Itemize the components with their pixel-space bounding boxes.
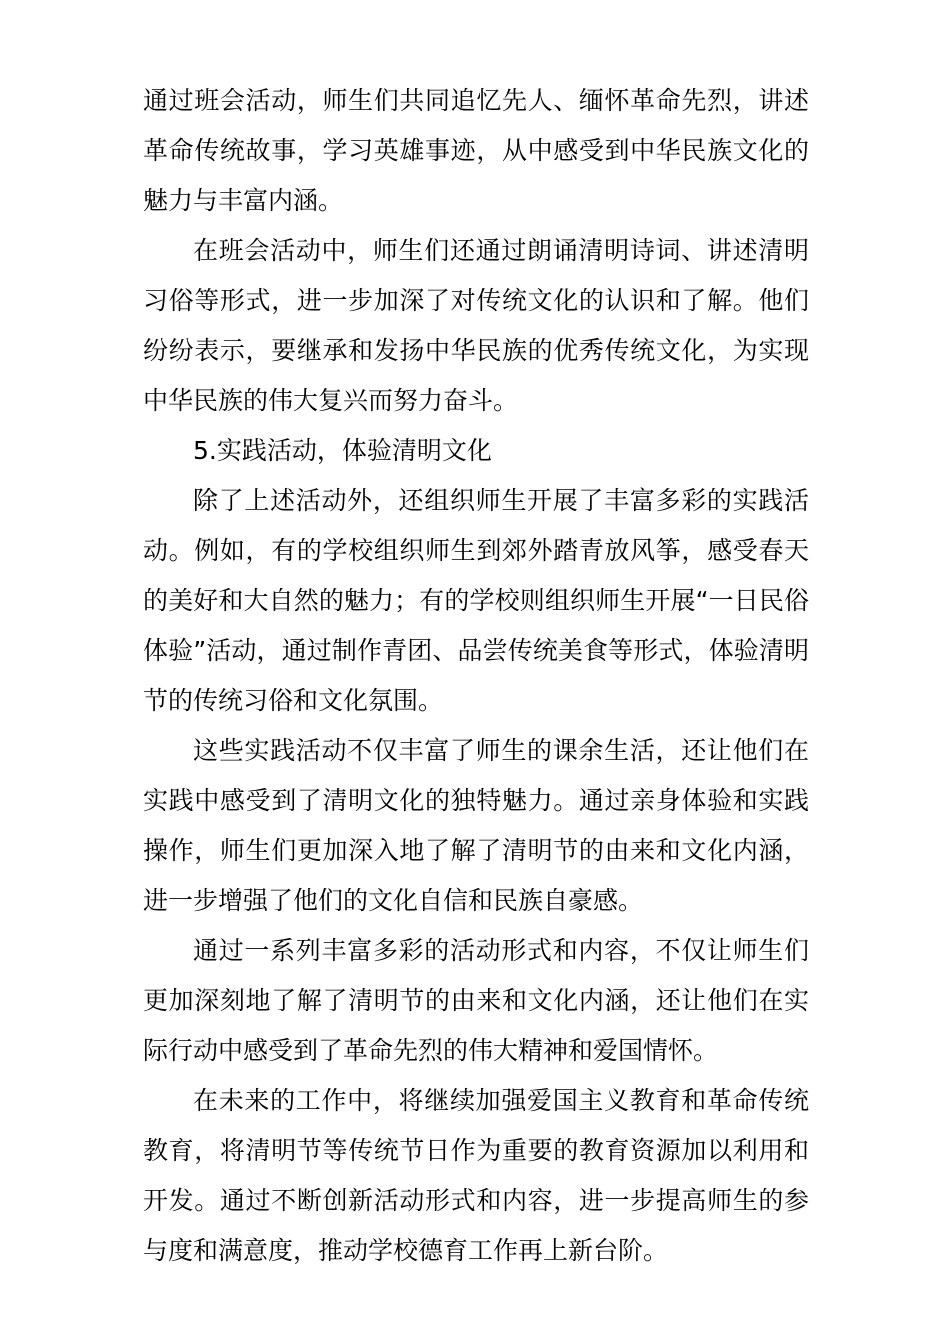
paragraph-6: 在未来的工作中，将继续加强爱国主义教育和革命传统教育，将清明节等传统节日作为重要的教育资源加以利用和开发。通过不断创新活动形式和内容，进一步提高师生的参与度和满意度，推动学校德育工作再上新台阶。: [143, 1086, 809, 1265]
section-heading-practice: 5.实践活动，体验清明文化: [193, 436, 492, 465]
document-body: [143, 76, 809, 1276]
paragraph-5: 通过一系列丰富多彩的活动形式和内容，不仅让师生们更加深刻地了解了清明节的由来和文化内涵，还让他们在实际行动中感受到了革命先烈的伟大精神和爱国情怀。: [143, 936, 809, 1065]
paragraph-4: 这些实践活动不仅丰富了师生的课余生活，还让他们在实践中感受到了清明文化的独特魅力。通过亲身体验和实践操作，师生们更加深入地了解了清明节的由来和文化内涵，进一步增强了他们的文化自信和民族自豪感。: [143, 736, 809, 915]
paragraph-3: 除了上述活动外，还组织师生开展了丰富多彩的实践活动。例如，有的学校组织师生到郊外踏青放风筝，感受春天的美好和大自然的魅力；有的学校则组织师生开展“一日民俗体验”活动，通过制作青团、品尝传统美食等形式，体验清明节的传统习俗和文化氛围。: [143, 486, 809, 715]
paragraph-1: 通过班会活动，师生们共同追忆先人、缅怀革命先烈，讲述革命传统故事，学习英雄事迹，从中感受到中华民族文化的魅力与丰富内涵。: [143, 86, 809, 215]
paragraph-2: 在班会活动中，师生们还通过朗诵清明诗词、讲述清明习俗等形式，进一步加深了对传统文化的认识和了解。他们纷纷表示，要继承和发扬中华民族的优秀传统文化，为实现中华民族的伟大复兴而努力奋斗。: [143, 236, 809, 415]
